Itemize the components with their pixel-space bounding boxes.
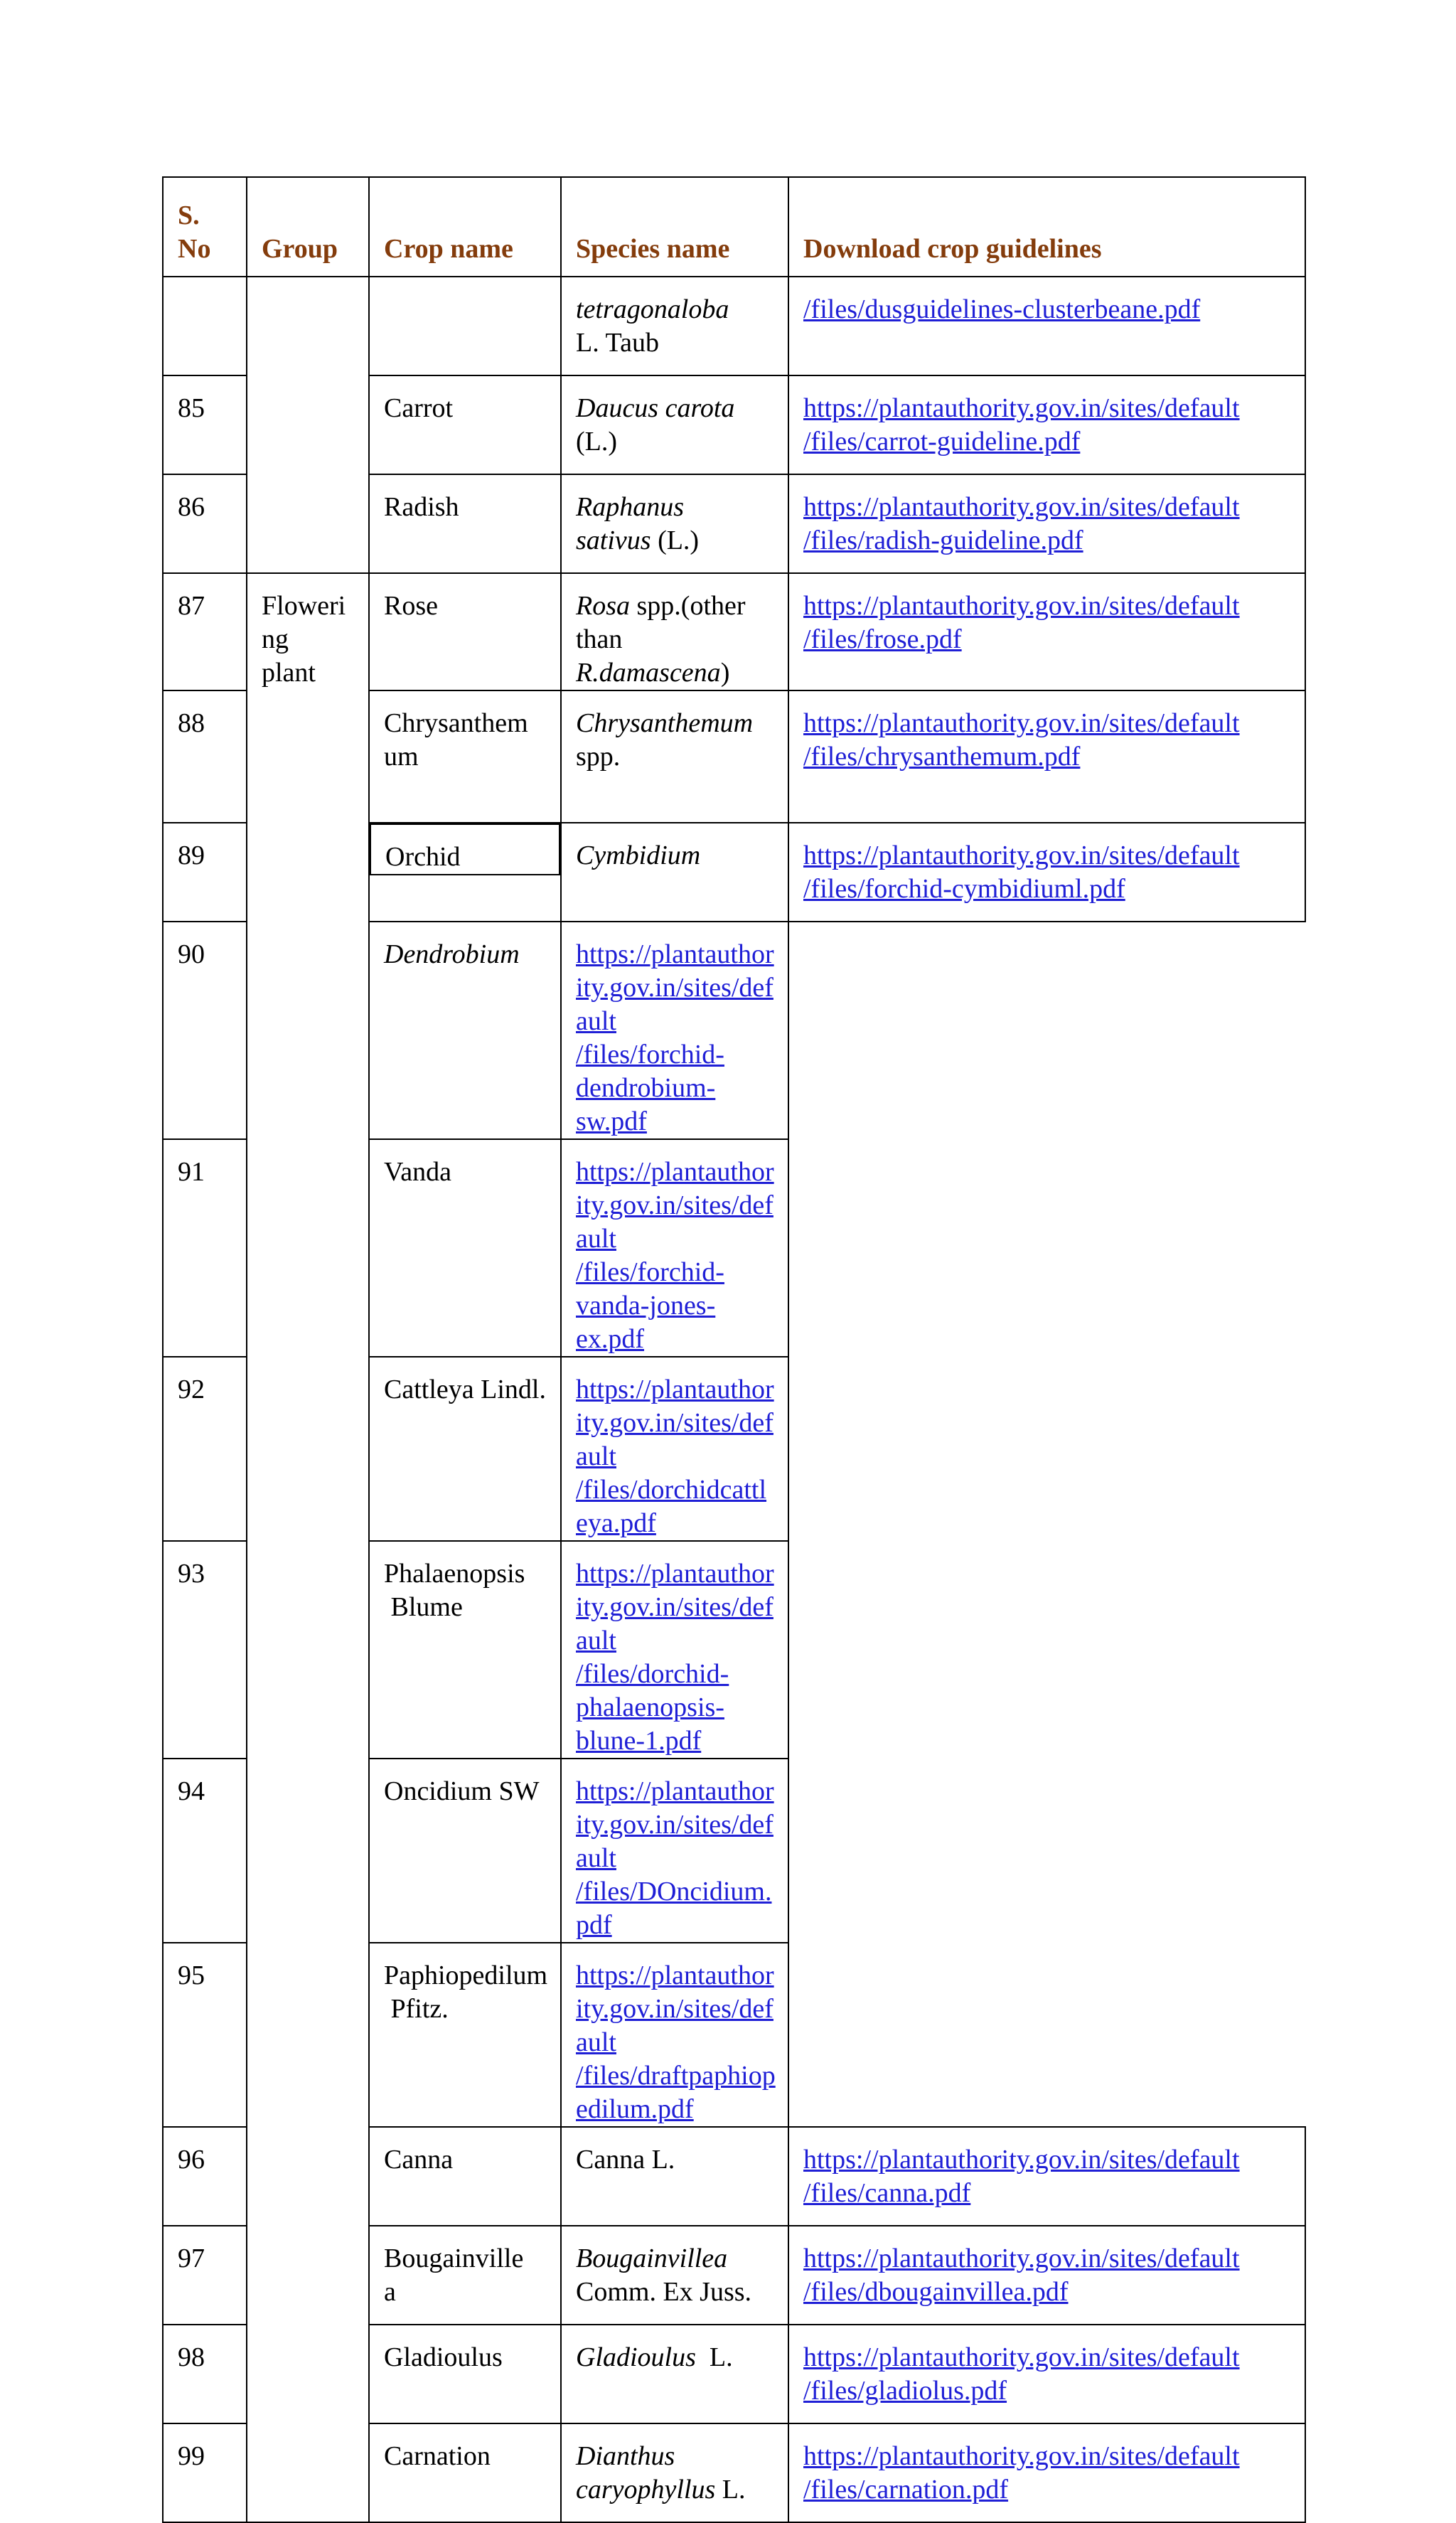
- species-line: [576, 293, 778, 326]
- cell-download-link: [788, 277, 1305, 375]
- cell-download-link: [788, 375, 1305, 474]
- species-text: Daucus carota: [576, 393, 735, 423]
- cell-species-name: [561, 2325, 788, 2423]
- species-text: Chrysanthemum: [576, 708, 754, 738]
- guideline-link[interactable]: /files/dbougainvillea.pdf: [803, 2277, 1069, 2307]
- cell-species-name: [561, 573, 788, 690]
- species-line: [576, 425, 778, 459]
- species-suffix: L.: [695, 2342, 733, 2372]
- guideline-link[interactable]: https://plantauthority.gov.in/sites/default: [576, 1157, 774, 1254]
- guideline-link[interactable]: https://plantauthority.gov.in/sites/default: [576, 1375, 774, 1471]
- guideline-link[interactable]: https://plantauthority.gov.in/sites/default: [803, 841, 1240, 870]
- header-sno: [163, 177, 247, 277]
- species-line: [384, 1591, 550, 1624]
- cell-crop-name: Orchid: [370, 823, 560, 875]
- guideline-link[interactable]: https://plantauthority.gov.in/sites/default: [576, 1961, 774, 2057]
- cell-sno: 99: [163, 2423, 247, 2522]
- cell-species-name: [369, 922, 561, 1139]
- species-line: [384, 1959, 550, 1993]
- cell-species-name: [369, 1759, 561, 1943]
- species-line: [576, 623, 778, 656]
- species-text: Bougainvillea: [576, 2244, 728, 2273]
- species-line: [576, 590, 778, 623]
- species-text: than: [576, 624, 623, 654]
- table-header-row: [163, 177, 1305, 277]
- species-line: [576, 2473, 778, 2507]
- cell-crop-name: Canna: [369, 2127, 561, 2226]
- group-label-line: ng: [262, 624, 289, 654]
- cell-download-link: [788, 2423, 1305, 2522]
- header-species-name: Species name: [561, 177, 788, 277]
- species-line: [384, 938, 550, 971]
- table-row: [163, 277, 1305, 375]
- species-line: [576, 740, 778, 774]
- species-line: [384, 1775, 550, 1808]
- guideline-link[interactable]: https://plantauthority.gov.in/sites/default: [803, 2342, 1240, 2372]
- cell-sno: 91: [163, 1139, 247, 1357]
- cell-species-name: [561, 277, 788, 375]
- species-text: caryophyllus: [576, 2475, 716, 2505]
- crop-guidelines-table: [162, 176, 1306, 2523]
- cell-crop-name: Chrysanthem um: [369, 690, 561, 823]
- cell-sno: 97: [163, 2226, 247, 2325]
- species-text: Oncidium SW: [384, 1776, 540, 1806]
- cell-group-flowering-plant: [247, 573, 369, 2522]
- species-text: (L.): [576, 427, 618, 457]
- table-row: [163, 573, 1305, 690]
- cell-sno: 88: [163, 690, 247, 823]
- header-group: Group: [247, 177, 369, 277]
- guideline-link[interactable]: /files/gladiolus.pdf: [803, 2376, 1007, 2406]
- cell-sno: 86: [163, 474, 247, 573]
- cell-download-link: [561, 1357, 788, 1541]
- species-text: Dianthus: [576, 2441, 675, 2471]
- species-suffix: spp.(other: [630, 591, 746, 621]
- cell-species-name: [561, 2423, 788, 2522]
- cell-species-name: [369, 1541, 561, 1759]
- header-sno-line1: S.: [178, 201, 200, 230]
- cell-sno: [163, 277, 247, 375]
- group-label-line: Floweri: [262, 591, 346, 621]
- cell-species-name: [561, 2226, 788, 2325]
- species-text: Dendrobium: [384, 939, 520, 969]
- species-line: [576, 839, 778, 873]
- guideline-link[interactable]: /files/carrot-guideline.pdf: [803, 427, 1081, 457]
- cell-species-name: [561, 690, 788, 823]
- species-text: Canna L.: [576, 2145, 675, 2175]
- species-line: [576, 2242, 778, 2276]
- cell-species-name: [561, 474, 788, 573]
- guideline-link[interactable]: /files/forchid-vanda-jones-ex.pdf: [576, 1257, 724, 1354]
- species-line: [576, 2276, 778, 2309]
- guideline-link[interactable]: https://plantauthority.gov.in/sites/default: [803, 2145, 1240, 2175]
- species-text: Phalaenopsis: [384, 1559, 525, 1589]
- cell-sno: 92: [163, 1357, 247, 1541]
- cell-crop-name: Gladioulus: [369, 2325, 561, 2423]
- species-text: spp.: [576, 742, 621, 772]
- cell-download-link: [788, 2127, 1305, 2226]
- guideline-link[interactable]: https://plantauthority.gov.in/sites/default: [803, 492, 1240, 522]
- cell-species-name: [561, 375, 788, 474]
- header-crop-name: Crop name: [369, 177, 561, 277]
- cell-download-link: [788, 823, 1305, 922]
- species-line: [576, 2440, 778, 2473]
- species-line: [384, 1156, 550, 1189]
- species-line: [384, 1373, 550, 1407]
- species-line: [576, 2143, 778, 2177]
- guideline-link[interactable]: /files/carnation.pdf: [803, 2475, 1009, 2505]
- cell-crop-name: [369, 277, 561, 375]
- cell-crop-name: Radish: [369, 474, 561, 573]
- cell-sno: 89: [163, 823, 247, 922]
- guideline-link[interactable]: /files/dorchidcattleya.pdf: [576, 1475, 767, 1538]
- species-suffix: L.: [715, 2475, 746, 2505]
- cell-sno: 94: [163, 1759, 247, 1943]
- species-line: [576, 2341, 778, 2374]
- cell-group-empty: [247, 277, 369, 573]
- guideline-link[interactable]: https://plantauthority.gov.in/sites/default: [576, 1776, 774, 1873]
- table-body: [163, 277, 1305, 2522]
- guideline-link[interactable]: https://plantauthority.gov.in/sites/default: [803, 393, 1240, 423]
- cell-crop-name: Rose: [369, 573, 561, 690]
- species-text: Raphanus: [576, 492, 684, 522]
- species-text: Cattleya Lindl.: [384, 1375, 546, 1404]
- species-text: Cymbidium: [576, 841, 701, 870]
- cell-download-link: [788, 474, 1305, 573]
- species-line: [576, 656, 778, 690]
- cell-download-link: [561, 1943, 788, 2127]
- guideline-link[interactable]: /files/DOncidium.pdf: [576, 1877, 772, 1940]
- guideline-link[interactable]: /files/dorchid-phalaenopsis-blune-1.pdf: [576, 1659, 729, 1756]
- cell-sno: 98: [163, 2325, 247, 2423]
- guideline-link[interactable]: https://plantauthority.gov.in/sites/default: [803, 2441, 1240, 2471]
- species-line: [384, 1557, 550, 1591]
- cell-sno: 96: [163, 2127, 247, 2226]
- species-text: Comm. Ex Juss.: [576, 2277, 752, 2307]
- guideline-link[interactable]: /files/chrysanthemum.pdf: [803, 742, 1081, 772]
- species-line: [576, 491, 778, 524]
- species-text: Rosa: [576, 591, 630, 621]
- cell-sno: 95: [163, 1943, 247, 2127]
- species-text: tetragonaloba: [576, 294, 729, 324]
- guideline-link[interactable]: /files/dusguidelines-clusterbeane.pdf: [803, 294, 1201, 324]
- guideline-link[interactable]: /files/radish-guideline.pdf: [803, 526, 1083, 555]
- species-line: [384, 1993, 550, 2026]
- guideline-link[interactable]: https://plantauthority.gov.in/sites/default: [803, 708, 1240, 738]
- cell-crop-name: Carrot: [369, 375, 561, 474]
- cell-species-name: [561, 823, 788, 922]
- cell-sno: 93: [163, 1541, 247, 1759]
- cell-download-link: [561, 922, 788, 1139]
- cell-sno: 90: [163, 922, 247, 1139]
- guideline-link[interactable]: https://plantauthority.gov.in/sites/default: [576, 939, 774, 1036]
- cell-crop-name: Bougainville a: [369, 2226, 561, 2325]
- cell-download-link: [788, 2226, 1305, 2325]
- cell-species-name: [369, 1943, 561, 2127]
- cell-sno: 87: [163, 573, 247, 690]
- species-text: Gladioulus: [576, 2342, 696, 2372]
- species-text: R.damascena: [576, 658, 721, 688]
- cell-crop-name: Carnation: [369, 2423, 561, 2522]
- guideline-link[interactable]: /files/draftpaphiopedilum.pdf: [576, 2061, 776, 2124]
- guideline-link[interactable]: https://plantauthority.gov.in/sites/default: [803, 591, 1240, 621]
- cell-download-link: [561, 1759, 788, 1943]
- guideline-link[interactable]: /files/forchid-cymbidiuml.pdf: [803, 874, 1125, 904]
- cell-download-link: [788, 2325, 1305, 2423]
- species-text: L. Taub: [576, 328, 659, 358]
- species-text: Vanda: [384, 1157, 451, 1187]
- cell-download-link: [788, 690, 1305, 823]
- species-line: [576, 392, 778, 425]
- species-line: [576, 326, 778, 360]
- species-text: Pfitz.: [384, 1994, 449, 2024]
- cell-download-link: [561, 1541, 788, 1759]
- species-suffix: ): [720, 658, 730, 688]
- species-line: [576, 524, 778, 558]
- cell-species-name: [369, 1357, 561, 1541]
- species-suffix: (L.): [651, 526, 700, 555]
- guideline-link[interactable]: /files/canna.pdf: [803, 2178, 971, 2208]
- header-sno-line2: No: [178, 234, 211, 264]
- species-text: Paphiopedilum: [384, 1961, 548, 1990]
- group-label-line: plant: [262, 658, 316, 688]
- species-text: sativus: [576, 526, 651, 555]
- cell-species-name: [369, 1139, 561, 1357]
- cell-download-link: [561, 1139, 788, 1357]
- guideline-link[interactable]: https://plantauthority.gov.in/sites/default: [803, 2244, 1240, 2273]
- cell-sno: 85: [163, 375, 247, 474]
- header-download: Download crop guidelines: [788, 177, 1305, 277]
- guideline-link[interactable]: /files/forchid-dendrobium-sw.pdf: [576, 1040, 724, 1136]
- cell-species-name: [561, 2127, 788, 2226]
- guideline-link[interactable]: https://plantauthority.gov.in/sites/default: [576, 1559, 774, 1655]
- species-text: Blume: [384, 1592, 463, 1622]
- guideline-link[interactable]: /files/frose.pdf: [803, 624, 962, 654]
- species-line: [576, 707, 778, 740]
- cell-download-link: [788, 573, 1305, 690]
